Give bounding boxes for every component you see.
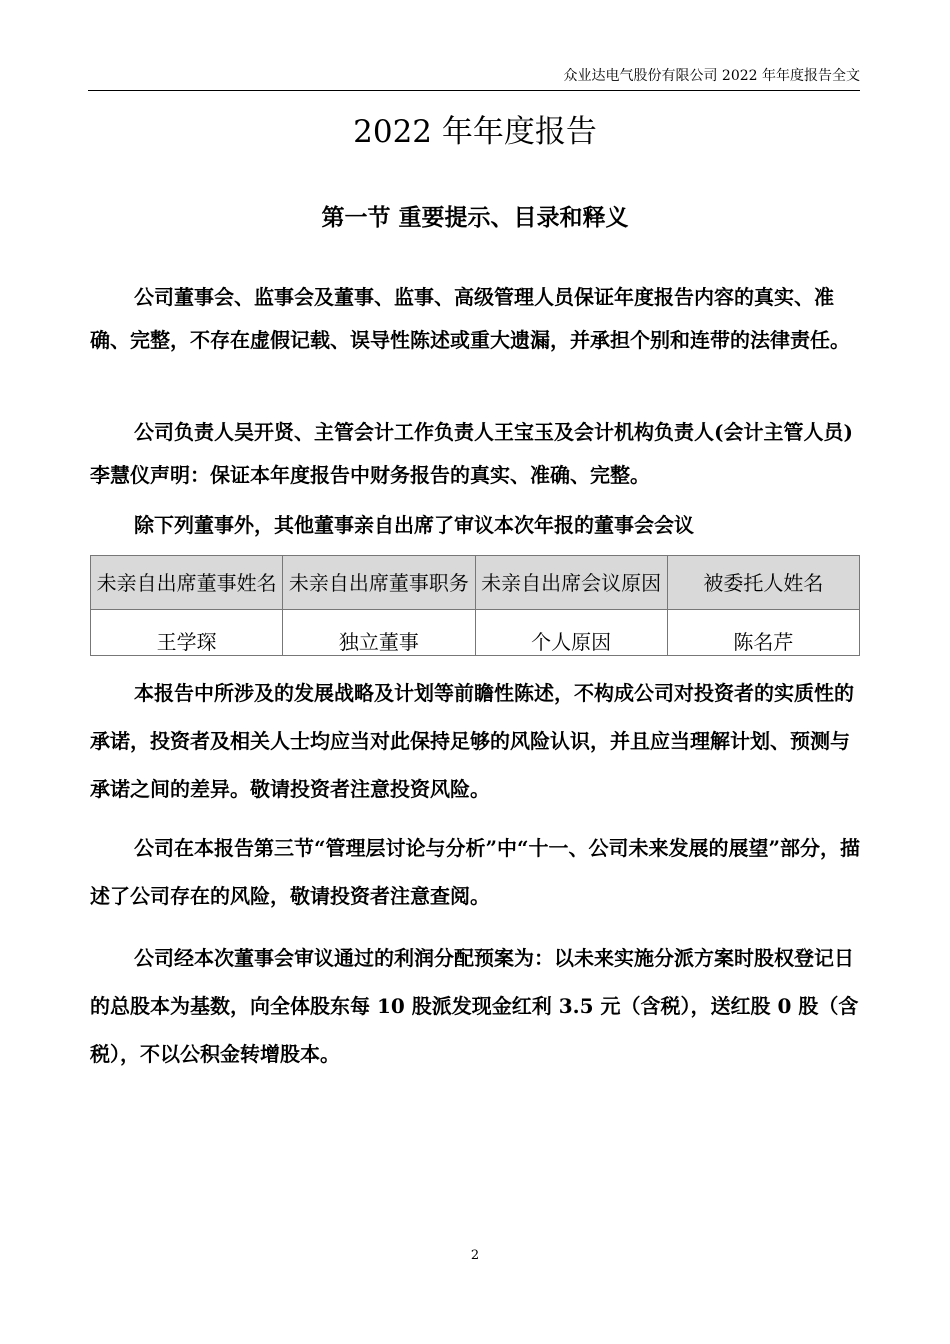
forward-looking-disclaimer: 本报告中所涉及的发展战略及计划等前瞻性陈述，不构成公司对投资者的实质性的承诺，投资者及相关人士均应当对此保持足够的风险认识，并且应当理解计划、预测与承诺之间的差异。敬请投资者注意投资风险。 [90, 681, 854, 801]
cell-absence-reason: 个人原因 [475, 610, 667, 656]
responsibility-statement: 公司董事会、监事会及董事、监事、高级管理人员保证年度报告内容的真实、准确、完整，不存在虚假记载、误导性陈述或重大遗漏，并承担个别和连带的法律责任。 [90, 285, 850, 352]
header-proxy-name: 被委托人姓名 [667, 556, 859, 610]
table-row [91, 610, 860, 656]
profit-distribution-plan: 公司经本次董事会审议通过的利润分配预案为：以未来实施分派方案时股权登记日的总股本为基数，向全体股东每 10 股派发现金红利 3.5 元（含税），送红股 0 股（含税），不以公积金转增股本。 [90, 946, 859, 1066]
attendance-statement: 除下列董事外，其他董事亲自出席了审议本次年报的董事会会议 [134, 513, 694, 537]
header-absence-reason: 未亲自出席会议原因 [475, 556, 667, 610]
report-title: 2022 年年度报告 [353, 114, 597, 150]
header-absent-director-position: 未亲自出席董事职务 [283, 556, 475, 610]
running-header [88, 66, 860, 91]
table-header-row [91, 556, 860, 610]
cell-director-name: 王学琛 [91, 610, 283, 656]
financial-declaration: 公司负责人吴开贤、主管会计工作负责人王宝玉及会计机构负责人(会计主管人员)李慧仪声明：保证本年度报告中财务报告的真实、准确、完整。 [90, 420, 853, 487]
page-number: 2 [470, 1248, 480, 1263]
cell-proxy-name: 陈名芹 [667, 610, 859, 656]
cell-director-position: 独立董事 [283, 610, 475, 656]
header-absent-director-name: 未亲自出席董事姓名 [91, 556, 283, 610]
running-header-text: 众业达电气股份有限公司 2022 年年度报告全文 [563, 68, 860, 84]
section-heading: 第一节 重要提示、目录和释义 [321, 204, 629, 231]
risk-reference: 公司在本报告第三节“管理层讨论与分析”中“十一、公司未来发展的展望”部分，描述了公司存在的风险，敬请投资者注意查阅。 [90, 836, 861, 908]
absent-directors-table [90, 555, 860, 656]
